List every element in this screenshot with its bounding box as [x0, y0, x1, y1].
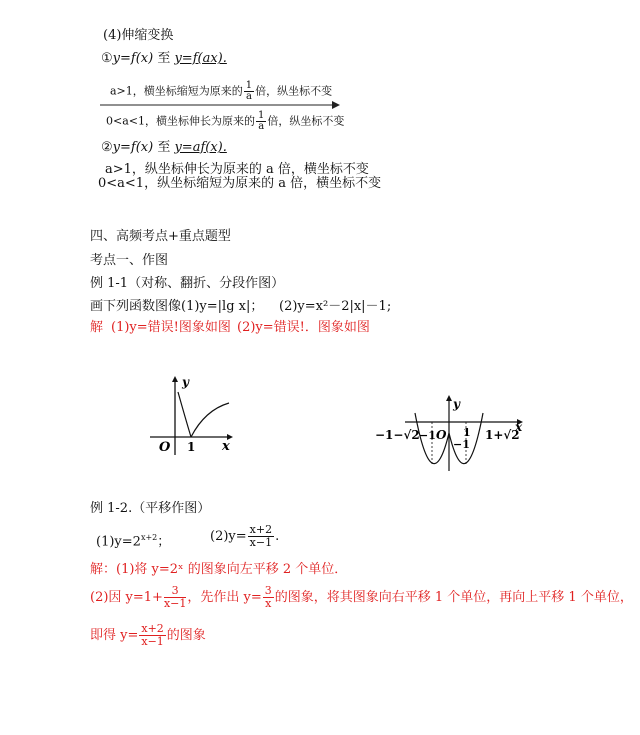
- origin-label: O: [159, 440, 171, 455]
- fraction: [164, 585, 186, 610]
- func-f: y=f(x): [112, 51, 154, 66]
- x-axis-label: x: [222, 439, 230, 454]
- frac-den: a: [258, 121, 265, 132]
- arrow-top-label: [110, 81, 332, 102]
- func-g: y=af(x).: [174, 140, 227, 155]
- func-g: y=f(ax).: [174, 51, 227, 66]
- problem-1: (1)y=|lg x|；: [181, 299, 264, 314]
- solution-2: [90, 584, 633, 612]
- section-heading: 四、高频考点+重点题型: [90, 229, 231, 244]
- y-axis-label: y: [453, 397, 460, 411]
- p1-prefix: (1)y=2: [96, 534, 141, 550]
- frac-num: 1: [245, 80, 253, 91]
- arrow-bot-tail: 倍，纵坐标不变: [267, 114, 345, 128]
- solution-3: [90, 622, 206, 650]
- frac-den: x−1: [141, 635, 164, 648]
- curve-left: [178, 392, 191, 437]
- topic-title: 考点一、作图: [90, 253, 169, 268]
- fraction: [248, 524, 274, 549]
- solution-1: (1)y=错误!图象如图: [111, 320, 231, 335]
- to-label: 至: [153, 140, 175, 155]
- arrow-top-text: a>1，横坐标缩短为原来的: [110, 84, 243, 98]
- problem-2: [210, 522, 279, 552]
- transform-2: [101, 140, 227, 156]
- p1-exp: x+2: [140, 533, 158, 542]
- tick-label-one: 1: [187, 440, 196, 454]
- fraction: [244, 81, 254, 102]
- frac-num: x+2: [249, 523, 273, 536]
- sol3-b: 的图象: [166, 628, 206, 643]
- arrow-bottom-label: [106, 111, 344, 132]
- graph-abs-log: [145, 372, 245, 457]
- frac-den: x−1: [163, 597, 187, 610]
- arrow-bot-text: 0<a<1，横坐标伸长为原来的: [106, 114, 255, 128]
- graph-quadratic: [375, 393, 530, 473]
- solution-2: (2)y=错误!．图象如图: [237, 320, 370, 335]
- problem-2: (2)y=x²－2|x|－1;: [279, 299, 392, 314]
- fraction: [263, 585, 274, 610]
- solution-label: 解: [90, 320, 104, 335]
- frac-den: a: [245, 91, 252, 102]
- y-axis-label: y: [182, 375, 189, 389]
- frac-num: 1: [258, 110, 265, 121]
- sol2-b: ，先作出 y=: [187, 590, 262, 605]
- p2-suffix: .: [275, 529, 280, 544]
- frac-den: x−1: [249, 536, 273, 549]
- solution-1: 解：(1)将 y=2ˣ 的图象向左平移 2 个单位．: [90, 562, 348, 577]
- tick-right: 1+√2: [485, 428, 520, 442]
- to-label: 至: [153, 51, 175, 66]
- y-axis-arrow: [446, 395, 452, 401]
- scale-line-b: 0<a<1，纵坐标缩短为原来的 a 倍，横坐标不变: [98, 176, 382, 191]
- circle-two: ②: [101, 140, 113, 155]
- example-title: 例 1-1（对称、翻折、分段作图）: [90, 276, 285, 291]
- transform-1: [101, 51, 227, 67]
- y-axis-arrow: [172, 376, 178, 382]
- curve-right: [191, 403, 229, 437]
- x-axis-label: x: [515, 420, 523, 434]
- problem-1: [96, 530, 170, 550]
- origin-label: O: [436, 428, 447, 442]
- sol2-c: 的图象，将其图象向右平移 1 个单位，再向上平移 1 个单位，: [274, 590, 633, 605]
- frac-num: 3: [264, 584, 272, 597]
- fraction: [256, 111, 266, 132]
- tick-left: −1−√2: [375, 428, 420, 442]
- frac-den: x: [265, 597, 272, 610]
- arrow-top-tail: 倍，纵坐标不变: [255, 84, 333, 98]
- circle-one: ①: [101, 51, 113, 66]
- sol3-a: 即得 y=: [90, 628, 139, 643]
- fraction: [139, 623, 165, 648]
- tick-neg-one: −1: [419, 429, 436, 442]
- prompt-text: 画下列函数图像: [90, 299, 182, 314]
- example-prompt: [90, 299, 181, 315]
- frac-num: x+2: [141, 622, 164, 635]
- section-title: (4)伸缩变换: [103, 28, 174, 43]
- tick-neg-one-y: −1: [453, 438, 470, 451]
- scale-line-a: a>1，纵坐标伸长为原来的 a 倍，横坐标不变: [105, 162, 369, 177]
- arrow-line: [100, 101, 340, 109]
- example-title: 例 1-2.（平移作图）: [90, 501, 211, 516]
- sol2-a: (2)因 y=1+: [90, 590, 163, 605]
- func-f: y=f(x): [112, 140, 154, 155]
- p2-prefix: (2)y=: [210, 529, 247, 544]
- frac-num: 3: [164, 585, 186, 598]
- p1-suffix: ；: [157, 534, 171, 550]
- tick-one: 1: [463, 426, 471, 439]
